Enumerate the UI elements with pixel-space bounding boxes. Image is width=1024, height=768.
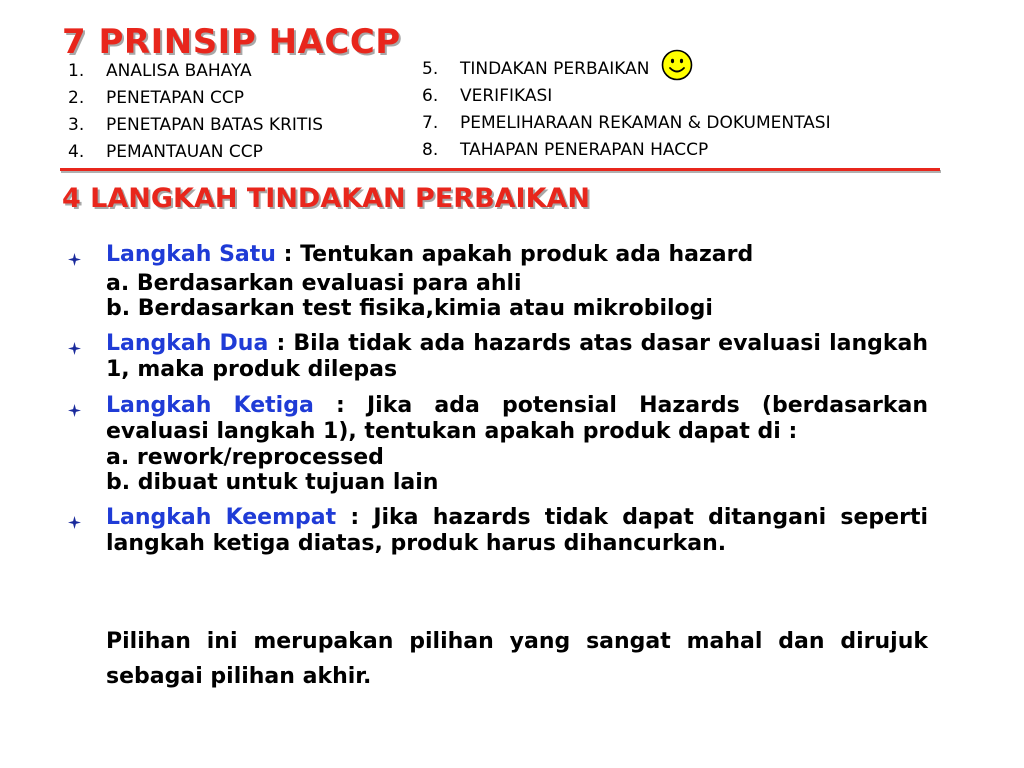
principles-list-left <box>68 58 323 166</box>
principle-number: 2. <box>68 88 85 108</box>
step-subitem: b. dibuat untuk tujuan lain <box>106 470 439 495</box>
principle-label: PEMANTAUAN CCP <box>106 142 263 162</box>
principle-item <box>422 137 831 164</box>
principle-label: VERIFIKASI <box>460 86 553 106</box>
diamond-bullet-icon <box>68 340 81 359</box>
section-title: 4 LANGKAH TINDAKAN PERBAIKAN <box>62 183 591 214</box>
step-subitem: a. Berdasarkan evaluasi para ahli <box>106 271 522 296</box>
step-text: : Jika hazards tidak dapat ditangani seperti langkah ketiga diatas, produk harus dihancurkan. <box>106 505 928 556</box>
principle-number: 6. <box>422 86 439 106</box>
principle-label: PEMELIHARAAN REKAMAN & DOKUMENTASI <box>460 113 831 133</box>
slide-title: 7 PRINSIP HACCP <box>62 22 401 62</box>
diamond-bullet-icon <box>68 251 81 270</box>
principle-label: ANALISA BAHAYA <box>106 61 252 81</box>
principle-item <box>422 56 831 83</box>
step-item <box>64 331 928 383</box>
step-name: Langkah Keempat <box>106 505 337 530</box>
principle-label: PENETAPAN BATAS KRITIS <box>106 115 324 135</box>
step-subitem: a. rework/reprocessed <box>106 445 384 470</box>
principle-item <box>68 85 323 112</box>
principle-label: PENETAPAN CCP <box>106 88 245 108</box>
principle-item <box>422 110 831 137</box>
principle-item <box>68 112 323 139</box>
step-item <box>64 242 928 321</box>
steps-list <box>64 242 928 567</box>
step-text: : Bila tidak ada hazards atas dasar evaluasi langkah 1, maka produk dilepas <box>106 331 929 382</box>
principle-number: 1. <box>68 61 85 81</box>
principle-number: 7. <box>422 113 439 133</box>
smiley-face-icon <box>661 49 693 90</box>
principle-item <box>422 83 831 110</box>
principles-list-right <box>422 56 831 164</box>
step-text: : Tentukan apakah produk ada hazard <box>275 242 754 267</box>
principle-number: 8. <box>422 140 439 160</box>
principle-number: 3. <box>68 115 85 135</box>
closing-note: Pilihan ini merupakan pilihan yang sangat mahal dan dirujuk sebagai pilihan akhir. <box>106 629 928 689</box>
step-item <box>64 505 928 557</box>
step-subitem: b. Berdasarkan test fisika,kimia atau mikrobilogi <box>106 296 713 321</box>
principle-number: 5. <box>422 59 439 79</box>
step-text: : Jika ada potensial Hazards (berdasarkan evaluasi langkah 1), tentukan apakah produk dapat di : <box>106 393 928 444</box>
principle-number: 4. <box>68 142 85 162</box>
step-item <box>64 393 928 495</box>
step-name: Langkah Ketiga <box>106 393 314 418</box>
principle-label: TAHAPAN PENERAPAN HACCP <box>460 140 709 160</box>
diamond-bullet-icon <box>68 402 81 421</box>
section-divider <box>60 168 940 171</box>
principle-label: TINDAKAN PERBAIKAN <box>460 59 650 79</box>
principle-item <box>68 58 323 85</box>
principle-item <box>68 139 323 166</box>
step-name: Langkah Satu <box>106 242 276 267</box>
diamond-bullet-icon <box>68 514 81 533</box>
step-name: Langkah Dua <box>106 331 269 356</box>
